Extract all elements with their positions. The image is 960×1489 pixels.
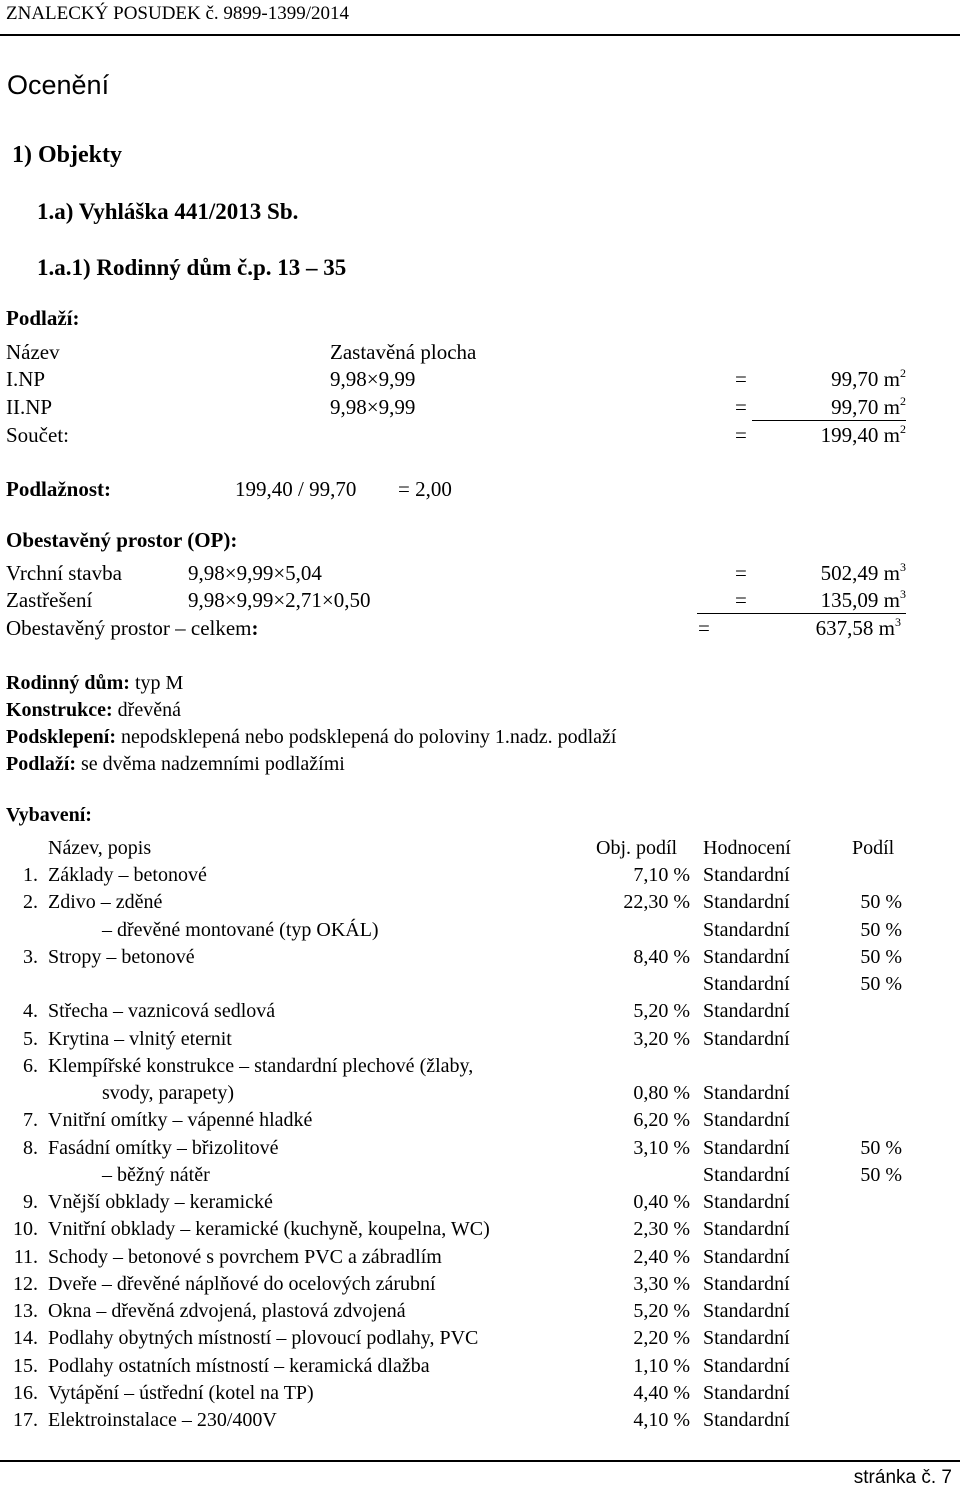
op-row-eq: =	[735, 588, 747, 612]
table-row-name: Vnější obklady – keramické	[48, 1191, 273, 1213]
footer-rule	[0, 1460, 960, 1462]
table-row-part: 50 %	[860, 973, 902, 995]
table-row-name: Dveře – dřevěné náplňové do ocelových zárubní	[48, 1273, 436, 1295]
table-row-name: Krytina – vlnitý eternit	[48, 1028, 232, 1050]
table-row-part: 50 %	[860, 1137, 902, 1159]
table-row-rating: Standardní	[703, 1028, 790, 1050]
table-row-number: 6.	[23, 1055, 38, 1077]
table-row-share: 4,10 %	[633, 1409, 690, 1431]
table-row-rating: Standardní	[703, 1273, 790, 1295]
table-row-number: 4.	[23, 1000, 38, 1022]
table-row-share: 3,20 %	[633, 1028, 690, 1050]
table-row-share: 3,10 %	[633, 1137, 690, 1159]
table-row-share: 0,80 %	[633, 1082, 690, 1104]
section-title: Ocenění	[7, 70, 110, 100]
op-total-eq: =	[698, 616, 710, 640]
op-label: Obestavěný prostor (OP):	[6, 528, 238, 552]
table-row-share: 0,40 %	[633, 1191, 690, 1213]
table-row-name: Základy – betonové	[48, 864, 207, 886]
document-header-title: ZNALECKÝ POSUDEK č. 9899-1399/2014	[6, 3, 350, 24]
table-row-rating: Standardní	[703, 1082, 790, 1104]
table-row-name: – dřevěné montované (typ OKÁL)	[102, 919, 379, 941]
table-row-number: 5.	[23, 1028, 38, 1050]
table-row-part: 50 %	[860, 1164, 902, 1186]
table-row-name: Vnitřní omítky – vápenné hladké	[48, 1109, 313, 1131]
podlazi-row-formula: 9,98×9,99	[330, 395, 416, 419]
table-row-rating: Standardní	[703, 1355, 790, 1377]
prop-line: Rodinný dům: typ M	[6, 672, 184, 694]
table-row-name: Zdivo – zděné	[48, 891, 163, 913]
op-row-name: Zastřešení	[6, 588, 93, 612]
table-row-name: Stropy – betonové	[48, 946, 195, 968]
table-row-number: 1.	[23, 864, 38, 886]
vybaveni-header-share: Obj. podíl	[596, 837, 678, 859]
op-row-value: 135,09 $m^3$	[820, 587, 906, 612]
podlaznost-result: = 2,00	[398, 477, 452, 501]
table-row-share: 5,20 %	[633, 1300, 690, 1322]
table-row-number: 7.	[23, 1109, 38, 1131]
header-rule	[0, 34, 960, 36]
table-row-share: 5,20 %	[633, 1000, 690, 1022]
table-row-name: Vytápění – ústřední (kotel na TP)	[48, 1382, 314, 1404]
podlazi-col-area: Zastavěná plocha	[330, 340, 477, 364]
vybaveni-header-name: Název, popis	[48, 837, 152, 859]
table-row-name: Vnitřní obklady – keramické (kuchyně, koupelna, WC)	[48, 1218, 490, 1240]
table-row-rating: Standardní	[703, 1218, 790, 1240]
op-total-label: Obestavěný prostor – celkem:	[6, 616, 259, 640]
table-row-rating: Standardní	[703, 1164, 790, 1186]
table-row-rating: Standardní	[703, 973, 790, 995]
table-row-rating: Standardní	[703, 891, 790, 913]
table-row-number: 14.	[13, 1327, 38, 1349]
prop-line: Konstrukce: dřevěná	[6, 699, 181, 721]
podlaznost-label: Podlažnost:	[6, 477, 111, 501]
heading-objekty: 1) Objekty	[12, 142, 122, 168]
table-row-share: 4,40 %	[633, 1382, 690, 1404]
table-row-rating: Standardní	[703, 1246, 790, 1268]
table-row-name: Fasádní omítky – břizolitové	[48, 1137, 279, 1159]
table-row-rating: Standardní	[703, 1382, 790, 1404]
op-row-value: 502,49 $m^3$	[820, 560, 906, 585]
op-row-name: Vrchní stavba	[6, 561, 122, 585]
table-row-rating: Standardní	[703, 864, 790, 886]
table-row-number: 15.	[13, 1355, 38, 1377]
sum-underline	[752, 420, 906, 421]
podlazi-sum-eq: =	[735, 423, 747, 447]
table-row-part: 50 %	[860, 919, 902, 941]
table-row-share: 6,20 %	[633, 1109, 690, 1131]
podlazi-sum-label: Součet:	[6, 423, 69, 447]
op-row-formula: 9,98×9,99×5,04	[188, 561, 322, 585]
table-row-name: Podlahy obytných místností – plovoucí podlahy, PVC	[48, 1327, 479, 1349]
table-row-rating: Standardní	[703, 1137, 790, 1159]
table-row-part: 50 %	[860, 946, 902, 968]
podlazi-row-name: II.NP	[6, 395, 53, 419]
table-row-name: Klempířské konstrukce – standardní plechové (žlaby,	[48, 1055, 474, 1077]
table-row-share: 3,30 %	[633, 1273, 690, 1295]
table-row-name: Střecha – vaznicová sedlová	[48, 1000, 276, 1022]
table-row-rating: Standardní	[703, 1109, 790, 1131]
table-row-rating: Standardní	[703, 1191, 790, 1213]
op-row-eq: =	[735, 561, 747, 585]
table-row-share: 7,10 %	[633, 864, 690, 886]
table-row-number: 16.	[13, 1382, 38, 1404]
table-row-number: 13.	[13, 1300, 38, 1322]
table-row-number: 9.	[23, 1191, 38, 1213]
podlaznost-formula: 199,40 / 99,70	[235, 477, 357, 501]
table-row-part: 50 %	[860, 891, 902, 913]
heading-vyhlaska: 1.a) Vyhláška 441/2013 Sb.	[37, 199, 299, 224]
table-row-rating: Standardní	[703, 1000, 790, 1022]
vybaveni-label: Vybavení:	[6, 804, 92, 826]
table-row-number: 11.	[13, 1246, 38, 1268]
op-total-underline	[697, 613, 906, 614]
table-row-share: 22,30 %	[623, 891, 690, 913]
table-row-number: 2.	[23, 891, 38, 913]
table-row-share: 1,10 %	[633, 1355, 690, 1377]
table-row-share: 2,30 %	[633, 1218, 690, 1240]
prop-line: Podlaží: se dvěma nadzemními podlažími	[6, 753, 345, 775]
table-row-number: 17.	[13, 1409, 38, 1431]
table-row-share: 2,20 %	[633, 1327, 690, 1349]
podlazi-col-name: Název	[6, 340, 60, 364]
heading-rodinny-dum: 1.a.1) Rodinný dům č.p. 13 – 35	[37, 255, 347, 280]
table-row-rating: Standardní	[703, 946, 790, 968]
podlazi-row-formula: 9,98×9,99	[330, 367, 416, 391]
table-row-number: 12.	[13, 1273, 38, 1295]
podlazi-label: Podlaží:	[6, 306, 80, 330]
table-row-number: 3.	[23, 946, 38, 968]
podlazi-sum-value: 199,40 $m^2$	[820, 422, 906, 447]
vybaveni-header-part: Podíl	[852, 837, 895, 859]
table-row-rating: Standardní	[703, 1409, 790, 1431]
table-row-name: Elektroinstalace – 230/400V	[48, 1409, 277, 1431]
table-row-name: – běžný nátěr	[102, 1164, 210, 1186]
vybaveni-header-rating: Hodnocení	[703, 837, 791, 859]
table-row-number: 8.	[23, 1137, 38, 1159]
table-row-share: 2,40 %	[633, 1246, 690, 1268]
page-number: stránka č. 7	[853, 1467, 952, 1488]
table-row-rating: Standardní	[703, 919, 790, 941]
prop-line: Podsklepení: nepodsklepená nebo podsklepená do poloviny 1.nadz. podlaží	[6, 726, 617, 748]
podlazi-row-value: 99,70 $m^2$	[831, 394, 906, 419]
table-row-rating: Standardní	[703, 1300, 790, 1322]
podlazi-row-value: 99,70 $m^2$	[831, 366, 906, 391]
table-row-number: 10.	[13, 1218, 38, 1240]
podlazi-row-eq: =	[735, 367, 747, 391]
table-row-name: Schody – betonové s povrchem PVC a zábradlím	[48, 1246, 442, 1268]
table-row-rating: Standardní	[703, 1327, 790, 1349]
table-row-name: Podlahy ostatních místností – keramická dlažba	[48, 1355, 430, 1377]
podlazi-row-name: I.NP	[6, 367, 46, 391]
table-row-name: Okna – dřevěná zdvojená, plastová zdvojená	[48, 1300, 406, 1322]
op-total-value: 637,58 $m^3$	[815, 615, 901, 640]
op-row-formula: 9,98×9,99×2,71×0,50	[188, 588, 371, 612]
table-row-share: 8,40 %	[633, 946, 690, 968]
podlazi-row-eq: =	[735, 395, 747, 419]
table-row-name: svody, parapety)	[102, 1082, 234, 1104]
